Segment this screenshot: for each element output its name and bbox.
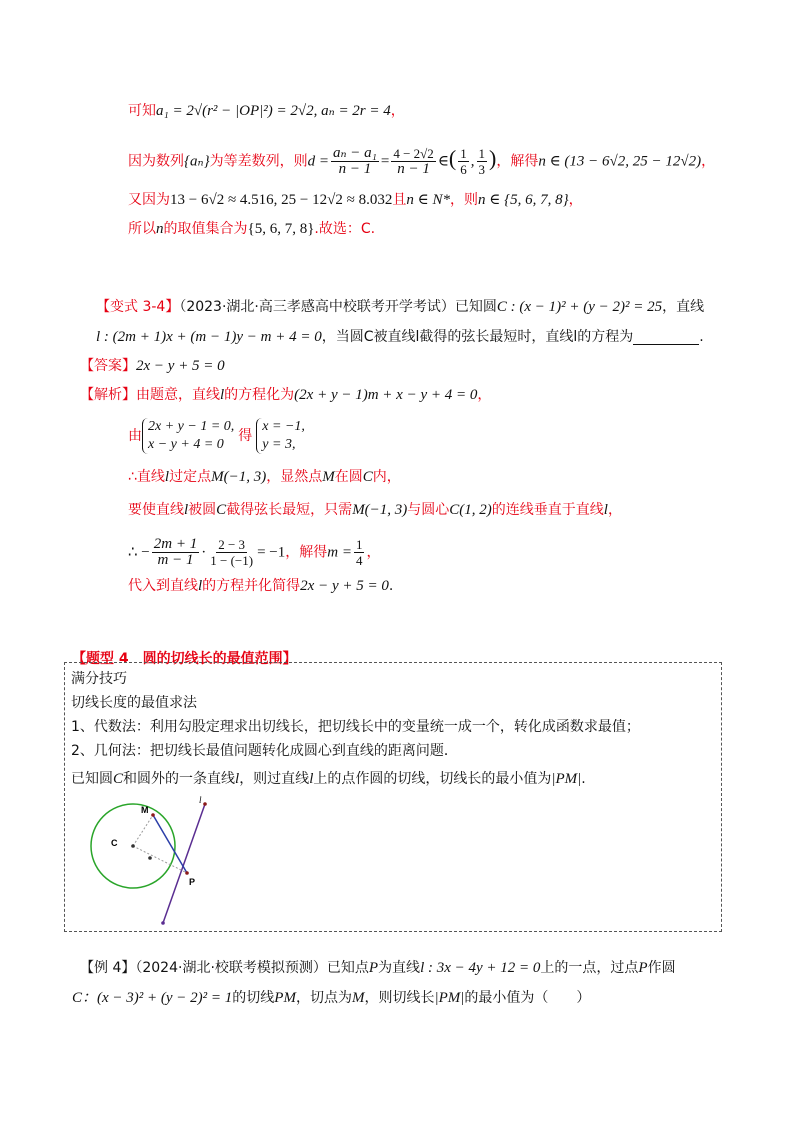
formula-circle: C : (x − 1)² + (y − 2)² = 25: [496, 299, 663, 315]
solution-system: x = −1, y = 3,: [256, 418, 305, 454]
formula-rewritten: (2x + y − 1)m + x − y + 4 = 0: [294, 387, 478, 403]
analysis-line-1: 【解析】由题意，直线l的方程化为(2x + y − 1)m + x − y + 4 = 0，: [80, 387, 492, 403]
variant-tag: 【变式 3-4】: [96, 299, 180, 315]
label-l: l: [199, 795, 202, 805]
formula-d: d =: [307, 153, 329, 170]
solution-line-3: 又因为13 − 6√2 ≈ 4.516, 25 − 12√2 ≈ 8.032且n ∈ N*，则n ∈ {5, 6, 7, 8}，: [128, 192, 583, 208]
text: ，: [390, 103, 405, 119]
box-title: 满分技巧: [71, 671, 127, 687]
line-l: [163, 804, 205, 923]
analysis-line-6: 代入到直线l的方程并化简得2x − y + 5 = 0.: [128, 578, 394, 594]
formula-line-l: l : 3x − 4y + 12 = 0: [420, 960, 541, 976]
label-P: P: [189, 877, 196, 887]
variant-question-line-2: l : (2m + 1)x + (m − 1)y − m + 4 = 0，当圆C被直线l截得的弦长最短时，直线l的方程为 .: [96, 329, 704, 345]
fraction: $\frac{1}{6}$: [460, 146, 467, 177]
label-C: C: [111, 838, 118, 848]
formula-line: l : (2m + 1)x + (m − 1)y − m + 4 = 0: [96, 329, 322, 345]
example-tag: 【例 4】: [80, 960, 136, 976]
analysis-line-4: 要使直线l被圆C截得弦长最短，只需M(−1, 3)与圆心C(1, 2)的连线垂直于直线l，: [128, 502, 622, 518]
answer-formula: 2x − y + 5 = 0: [136, 358, 225, 374]
box-item-2: 2、几何法：把切线长最值问题转化成圆心到直线的距离问题．: [71, 743, 458, 759]
tangent-figure: [75, 795, 275, 925]
point-l-start: [161, 921, 165, 925]
solution-line-1: [128, 101, 405, 121]
section-heading: 【题型 4 圆的切线长的最值范围】: [72, 651, 297, 667]
equation-system: 2x + y − 1 = 0, x − y + 4 = 0: [142, 418, 234, 454]
solution-line-4: 所以n的取值集合为{5, 6, 7, 8}.故选：C.: [128, 221, 376, 237]
box-subtitle: 切线长度的最值求法: [71, 695, 197, 711]
analysis-tag: 【解析】: [80, 387, 136, 403]
point-C: [131, 844, 135, 848]
text: ，解得: [496, 153, 539, 170]
text: 因为数列: [128, 153, 184, 170]
formula-n-set: n ∈ {5, 6, 7, 8}: [477, 192, 569, 208]
fraction: $\frac{\text{aₙ − a₁}}{n - 1}$: [332, 145, 377, 177]
point-l-end: [203, 802, 207, 806]
answer-line: [80, 356, 225, 376]
solution-line-2: 因为数列{aₙ}为等差数列，则d = $\frac{\text{aₙ − a₁}}{n - 1}$ = $\frac{4 - 2√2}{n - 1}$ ∈( $\frac{1}{6}$ , $\frac{1}{3}$ )，解得n ∈ (13 − 6√2, 25 − 12√2)，: [128, 145, 716, 177]
fraction: $\frac{4 - 2√2}{n - 1}$: [393, 146, 434, 177]
formula-set: {5, 6, 7, 8}: [247, 221, 315, 237]
sequence-an: {aₙ}: [184, 153, 210, 170]
formula-a1: a₁ = 2√(r² − |OP|²) = 2√2, aₙ = 2r = 4: [156, 103, 391, 119]
example-line-2: C：(x − 3)² + (y − 2)² = 1的切线PM，切点为M，则切线长|PM|的最小值为（ ）: [72, 990, 591, 1006]
answer-blank: [633, 330, 699, 345]
variant-question-line-1: 【变式 3-4】（2023·湖北·高三孝感高中校联考开学考试）已知圆C : (x − 1)² + (y − 2)² = 25，直线: [96, 299, 705, 315]
point-foot: [148, 856, 152, 860]
fraction: $\frac{1}{3}$: [478, 146, 485, 177]
answer-tag: 【答案】: [80, 358, 136, 374]
analysis-line-5: ∴ − $\frac{2m + 1}{m - 1}$ · $\frac{2 - 3}{1 - (-1)}$ = −1，解得m = $\frac{1}{4}$ ，: [128, 536, 381, 568]
formula-range: n ∈ (13 − 6√2, 25 − 12√2): [538, 153, 702, 170]
formula-n-natural: n ∈ N*: [406, 192, 450, 208]
point-P: [185, 871, 189, 875]
label-M: M: [141, 805, 149, 815]
formula-approx: 13 − 6√2 ≈ 4.516, 25 − 12√2 ≈ 8.032: [170, 192, 393, 208]
text: 为等差数列，则: [209, 153, 308, 170]
box-item-1: 1、代数法：利用勾股定理求出切线长，把切线长中的变量统一成一个，转化成函数求最值；: [71, 719, 640, 735]
point-M: [151, 813, 155, 817]
formula-circle-C: C：(x − 3)² + (y − 2)² = 1: [72, 990, 233, 1006]
skill-box: [64, 662, 722, 932]
analysis-line-3: ∴直线l过定点M(−1, 3)，显然点M在圆C内，: [128, 469, 401, 485]
analysis-line-2: 由2x + y − 1 = 0, x − y + 4 = 0得x = −1, y = 3,: [128, 419, 305, 452]
text: 可知: [128, 103, 156, 119]
example-line-1: 【例 4】（2024·湖北·校联考模拟预测）已知点P为直线l : 3x − 4y + 12 = 0上的一点，过点P作圆: [80, 960, 676, 976]
box-item-3: 已知圆C和圆外的一条直线l，则过直线l上的点作圆的切线，切线长的最小值为|PM|.: [71, 771, 586, 787]
radius-CM: [133, 815, 153, 846]
